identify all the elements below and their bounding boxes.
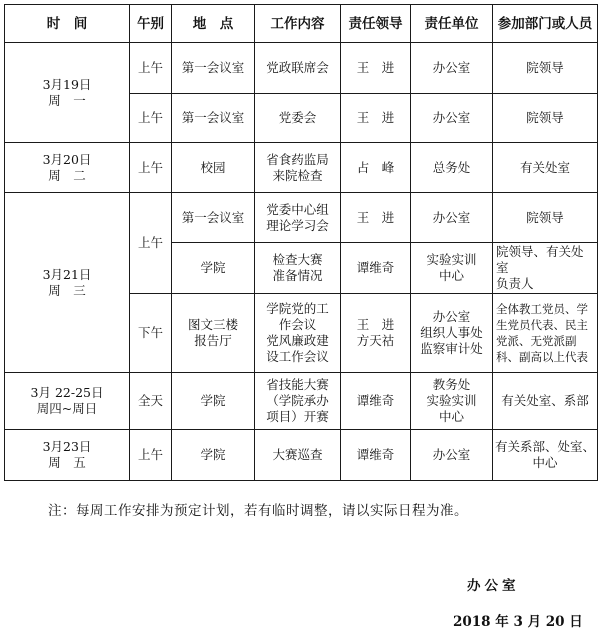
content-line: 党委中心组 <box>266 201 329 217</box>
header-place: 地 点 <box>172 5 255 43</box>
date-text: 3月20日 <box>42 151 92 167</box>
date-text: 3月19日 <box>42 76 92 92</box>
period-cell: 上午 <box>130 94 172 143</box>
unit-cell <box>411 243 493 294</box>
leader-cell <box>341 143 411 193</box>
unit-cell <box>411 193 493 243</box>
participants-cell <box>493 430 598 481</box>
leader-line: 占 峰 <box>356 159 395 175</box>
participants-line: 全体教工党员、学 <box>496 302 588 316</box>
participants-cell <box>493 143 598 193</box>
weekday-text: 周 一 <box>48 92 86 108</box>
date-cell <box>5 143 130 193</box>
content-cell <box>255 43 341 94</box>
leader-cell <box>341 294 411 373</box>
content-line: 大赛巡查 <box>272 447 323 462</box>
unit-line: 办公室 <box>432 447 471 462</box>
weekday-text: 周 五 <box>48 455 86 470</box>
participants-cell <box>493 294 598 373</box>
content-cell <box>255 294 341 373</box>
unit-line: 办公室 <box>432 60 471 75</box>
leader-cell <box>341 43 411 94</box>
content-cell <box>255 143 341 193</box>
weekday-text: 周四~周日 <box>36 401 98 416</box>
content-line: 准备情况 <box>272 268 323 283</box>
unit-line: 办公室 <box>432 110 471 125</box>
leader-line: 方天祜 <box>356 333 395 348</box>
period-cell: 上午 <box>130 193 172 294</box>
participants-line: 科、副高以上代表 <box>496 350 588 364</box>
leader-line: 王 进 <box>356 60 395 75</box>
place-cell: 学院 <box>172 243 255 294</box>
schedule-sheet <box>4 4 597 481</box>
date-cell <box>5 373 130 430</box>
unit-line: 监察审计处 <box>420 341 483 356</box>
content-cell <box>255 373 341 430</box>
unit-line: 实验实训 <box>426 393 477 408</box>
date-text: 3月23日 <box>42 439 92 454</box>
participants-line: 院领导、有关处室 <box>496 244 584 275</box>
content-cell <box>255 430 341 481</box>
content-line: 省食药监局 <box>266 151 329 167</box>
table-row <box>5 430 598 481</box>
period-cell: 上午 <box>130 43 172 94</box>
unit-line: 办公室 <box>432 309 471 324</box>
period-cell: 下午 <box>130 294 172 373</box>
unit-line: 实验实训 <box>426 252 477 267</box>
header-period: 午别 <box>130 5 172 43</box>
footnote: 注：每周工作安排为预定计划，若有临时调整，请以实际日程为准。 <box>48 503 468 519</box>
leader-line: 谭维奇 <box>356 260 395 275</box>
weekday-text: 周 二 <box>48 167 86 183</box>
table-row <box>5 143 598 193</box>
content-line: 理论学习会 <box>266 217 329 233</box>
unit-line: 组织人事处 <box>420 325 483 340</box>
weekday-text: 周 三 <box>48 282 86 298</box>
header-content: 工作内容 <box>255 5 341 43</box>
content-line: 党风廉政建 <box>266 333 329 348</box>
header-participants: 参加部门或人员 <box>493 5 598 43</box>
participants-cell <box>493 43 598 94</box>
participants-cell <box>493 193 598 243</box>
unit-cell <box>411 143 493 193</box>
signature-date: 2018 年 3 月 20 日 <box>453 614 583 630</box>
unit-line: 中心 <box>438 409 464 424</box>
content-line: 检查大赛 <box>272 252 323 267</box>
content-line: 项目）开赛 <box>266 409 329 424</box>
leader-line: 王 进 <box>356 209 395 225</box>
participants-cell <box>493 373 598 430</box>
period-cell: 全天 <box>130 373 172 430</box>
participants-line: 中心 <box>532 455 558 470</box>
table-row <box>5 373 598 430</box>
period-cell: 上午 <box>130 143 172 193</box>
date-cell <box>5 193 130 373</box>
header-time: 时 间 <box>5 5 130 43</box>
table-row <box>5 43 598 94</box>
place-cell: 第一会议室 <box>172 43 255 94</box>
leader-line: 王 进 <box>356 110 395 125</box>
leader-line: 谭维奇 <box>356 393 395 408</box>
schedule-table <box>4 4 598 481</box>
participants-line: 有关处室、系部 <box>501 393 589 408</box>
participants-line: 院领导 <box>526 110 564 125</box>
content-cell <box>255 243 341 294</box>
header-leader: 责任领导 <box>341 5 411 43</box>
unit-cell <box>411 430 493 481</box>
unit-line: 办公室 <box>432 209 471 225</box>
content-line: 学院党的工 <box>266 301 329 316</box>
place-cell: 图文三楼 报告厅 <box>172 294 255 373</box>
unit-cell <box>411 373 493 430</box>
date-text: 3月21日 <box>42 266 92 282</box>
place-cell: 学院 <box>172 373 255 430</box>
participants-line: 有关处室 <box>519 159 570 175</box>
leader-cell <box>341 94 411 143</box>
unit-line: 教务处 <box>432 377 471 392</box>
leader-cell <box>341 243 411 294</box>
unit-cell <box>411 43 493 94</box>
date-text: 3月 22-25日 <box>30 385 104 400</box>
place-cell: 第一会议室 <box>172 193 255 243</box>
unit-line: 中心 <box>438 268 464 283</box>
participants-line: 生党员代表、民主 <box>496 318 588 332</box>
content-line: 作会议 <box>278 317 317 332</box>
participants-line: 院领导 <box>526 60 564 75</box>
place-cell: 学院 <box>172 430 255 481</box>
place-cell: 第一会议室 <box>172 94 255 143</box>
participants-line: 党派、无党派副 <box>496 334 577 348</box>
header-row <box>5 5 598 43</box>
content-cell <box>255 94 341 143</box>
content-cell <box>255 193 341 243</box>
date-cell <box>5 430 130 481</box>
date-cell <box>5 43 130 143</box>
header-unit: 责任单位 <box>411 5 493 43</box>
leader-line: 谭维奇 <box>356 447 395 462</box>
participants-line: 院领导 <box>526 209 564 225</box>
unit-line: 总务处 <box>432 159 471 175</box>
leader-cell <box>341 430 411 481</box>
table-row <box>5 193 598 243</box>
content-line: 党委会 <box>278 110 317 125</box>
period-cell: 上午 <box>130 430 172 481</box>
content-line: 设工作会议 <box>266 349 329 364</box>
leader-cell <box>341 373 411 430</box>
content-line: 来院检查 <box>272 167 323 183</box>
content-line: （学院承办 <box>266 393 329 408</box>
participants-cell <box>493 243 598 294</box>
signature-office: 办公室 <box>467 578 520 594</box>
content-line: 省技能大赛 <box>266 377 329 392</box>
content-line: 党政联席会 <box>266 60 329 75</box>
participants-line: 有关系部、处室、 <box>495 439 596 454</box>
unit-cell <box>411 94 493 143</box>
leader-cell <box>341 193 411 243</box>
participants-cell <box>493 94 598 143</box>
leader-line: 王 进 <box>356 317 395 332</box>
place-cell: 校园 <box>172 143 255 193</box>
participants-line: 负责人 <box>496 276 534 291</box>
unit-cell <box>411 294 493 373</box>
